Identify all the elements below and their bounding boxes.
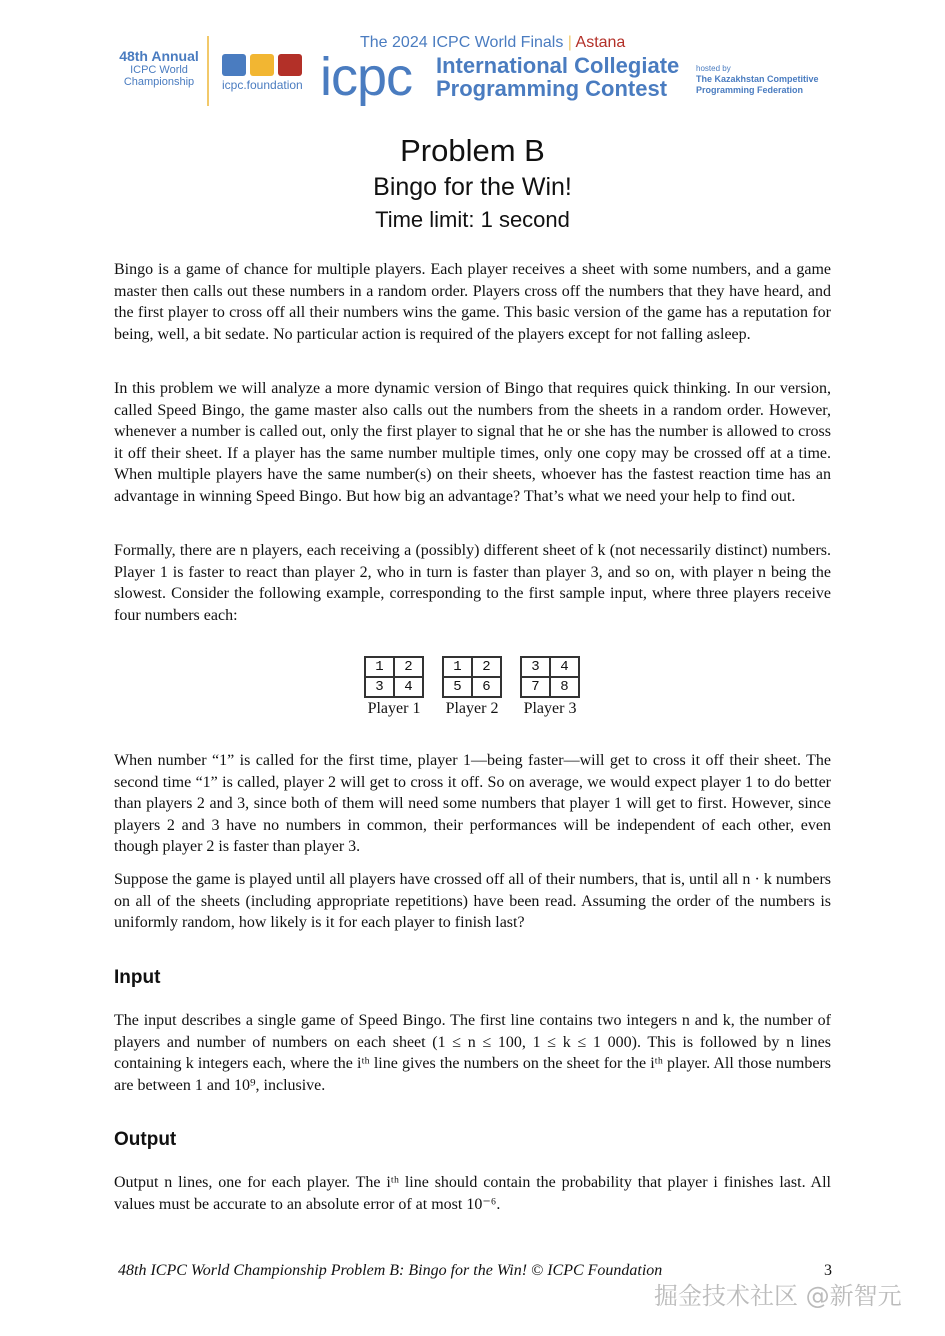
championship-label: [118, 50, 200, 88]
sheet-cell: 2: [472, 657, 501, 677]
problem-title-block: [0, 132, 945, 236]
host-line-2: Programming Federation: [696, 85, 804, 95]
sheet-cell: 3: [521, 657, 550, 677]
paragraph: Formally, there are n players, each receiving a (possibly) different sheet of k (not necessarily distinct) numbers. Player 1 is faster to react than player 2, who in turn is faster than player 3, and so on, with player n being the slowest. Consider the following example, corresponding to the first sample input, where three players receive four numbers each:: [114, 542, 831, 624]
cloud-icon: [222, 54, 246, 76]
icpc-foundation-logo: [222, 40, 312, 92]
sheet-cell: 5: [443, 677, 472, 697]
sheet-cell: 3: [365, 677, 394, 697]
input-text: The input describes a single game of Speed Bingo. The first line contains two integers n and k, the number of players and number of numbers on each sheet (1 ≤ n ≤ 100, 1 ≤ k ≤ 1 000). This is followed by n lines containing k integers each, where the iᵗʰ line gives the numbers on the sheet for the iᵗʰ player. All those numbers are between 1 and 10⁹, inclusive.: [114, 1012, 831, 1094]
paragraph: Bingo is a game of chance for multiple players. Each player receives a sheet with some numbers, and a game master then calls out these numbers in a random order. Players cross off the numbers that they have heard, and the first player to cross off all their numbers wins the game. This basic version of the game has a reputation for being, well, a bit sedate. No particular action is required of the players except for not falling asleep.: [114, 261, 831, 343]
separator: |: [567, 34, 572, 51]
sheet-label: Player 2: [445, 700, 499, 717]
sheet-player-3: [520, 656, 580, 720]
paragraph: In this problem we will analyze a more dynamic version of Bingo that requires quick thinking. In our version, called Speed Bingo, the game master also calls out the numbers from the sheets in a random order. However, whenever a number is called out, only the first player to signal that he or she has the number is allowed to cross it off their sheet. If a player has the same number multiple times, only one copy may be crossed off at a time. When multiple players have the same number(s) on their sheets, whoever has the fastest reaction time has an advantage in winning Speed Bingo. But how big an advantage? That’s what we need your help to find out.: [114, 380, 831, 505]
input-heading: Input: [114, 967, 161, 988]
page-number: 3: [824, 1262, 832, 1279]
divider: [207, 36, 209, 106]
sheet-cell: 8: [550, 677, 579, 697]
world-finals: The 2024 ICPC World Finals: [360, 34, 564, 51]
lightbulb-icon: [250, 54, 274, 76]
icpc-logo: icpc: [320, 47, 413, 107]
sheet-cell: 4: [550, 657, 579, 677]
edition: 48th Annual: [119, 48, 199, 64]
championship: Championship: [123, 76, 195, 88]
sheet-cell: 1: [443, 657, 472, 677]
contest-name-line-1: International Collegiate: [436, 53, 680, 78]
balloon-icon: [278, 54, 302, 76]
city: Astana: [575, 34, 626, 51]
paragraph: When number “1” is called for the first time, player 1—being faster—will get to cross it off their sheet. The second time “1” is called, player 2 will get to cross it off. So on average, we would expect player 1 to do better than players 2 and 3, since both of them will need some numbers that player 1 will get to first. However, since players 2 and 3 have no numbers in common, their performances will be independent of each other, even though player 2 is faster than player 3.: [114, 752, 831, 855]
paragraph: Suppose the game is played until all players have crossed off all of their numbers, that is, until all n · k numbers on all of the sheets (including appropriate repetitions) have been read. Assuming the order of the numbers is uniformly random, how likely is it for each player to finish last?: [114, 871, 831, 931]
sheet-cell: 2: [394, 657, 423, 677]
hosted-by: [696, 64, 819, 96]
contest-name: [436, 54, 679, 100]
output-text: Output n lines, one for each player. The iᵗʰ line should contain the probability that player i finishes last. All values must be accurate to an absolute error of at most 10⁻⁶.: [114, 1174, 831, 1213]
output-heading: Output: [114, 1129, 177, 1150]
problem-name: Bingo for the Win!: [373, 173, 572, 201]
time-limit: Time limit: 1 second: [375, 207, 570, 232]
sheet-label: Player 1: [367, 700, 421, 717]
foundation-label: icpc.foundation: [222, 78, 303, 92]
bingo-sheets: [364, 656, 580, 720]
contest-name-line-2: Programming Contest: [436, 76, 668, 101]
header: [0, 30, 945, 110]
sheet-cell: 7: [521, 677, 550, 697]
icpc-world: ICPC World: [130, 64, 188, 76]
problem-letter: Problem B: [400, 133, 545, 168]
watermark: 掘金技术社区 @新智元: [654, 1282, 902, 1310]
hosted-by-label: hosted by: [696, 64, 731, 73]
sheet-cell: 6: [472, 677, 501, 697]
sheet-cell: 1: [365, 657, 394, 677]
world-finals-title: [360, 34, 625, 52]
sheet-player-1: [364, 656, 424, 720]
sheet-label: Player 3: [523, 700, 577, 717]
sheet-cell: 4: [394, 677, 423, 697]
host-line-1: The Kazakhstan Competitive: [696, 74, 819, 84]
sheet-player-2: [442, 656, 502, 720]
footer-text: 48th ICPC World Championship Problem B: Bingo for the Win! © ICPC Foundation: [118, 1262, 663, 1279]
